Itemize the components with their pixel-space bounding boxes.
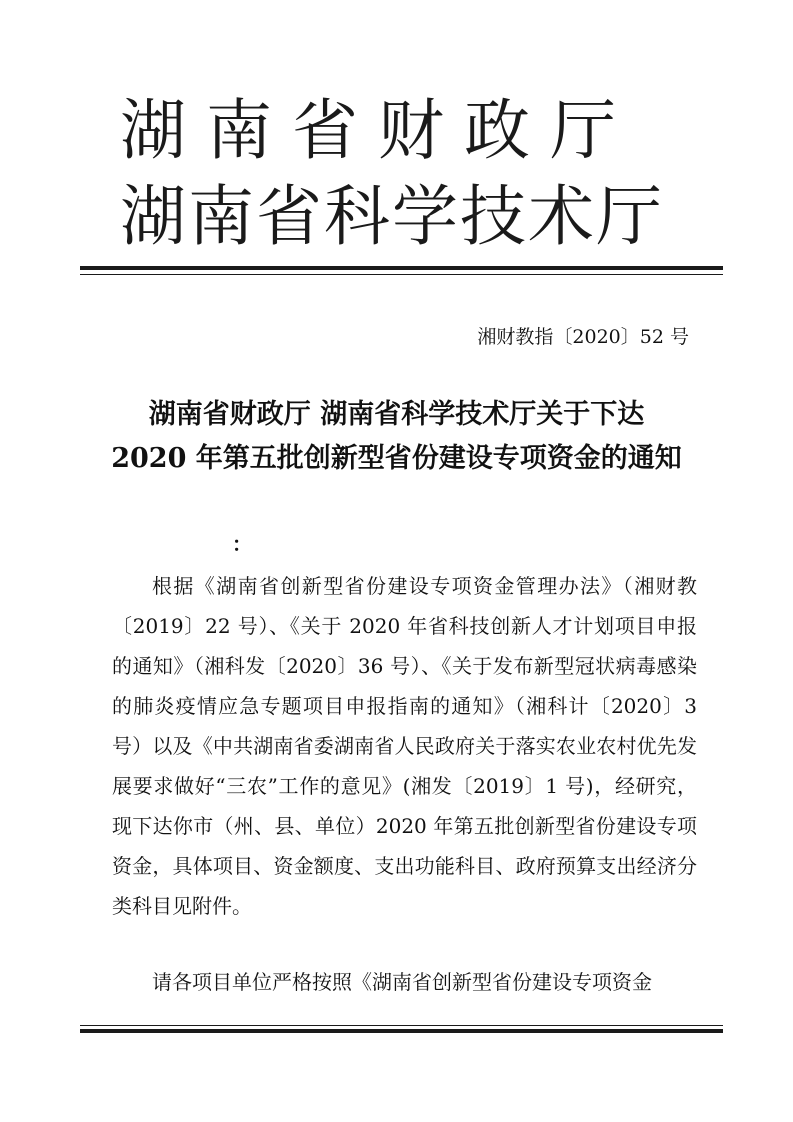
document-title-line-2: 2020 年第五批创新型省份建设专项资金的通知 (111, 443, 682, 474)
header-rule-thin (80, 274, 723, 275)
header-rule-thick (80, 266, 723, 270)
footer-rule-thin (80, 1025, 723, 1026)
body-paragraph-1: 根据《湖南省创新型省份建设专项资金管理办法》（湘财教〔2019〕22 号）、《关于 2020 年省科技创新人才计划项目申报的通知》（湘科发〔2020〕36 号）、《关于发布新型冠状病毒感染的肺炎疫情应急专题项目申报指南的通知》（湘科计〔2020〕3 号）以及《中共湖南省委湖南省人民政府关于落实农业农村优先发展要求做好“三农”工作的意见》(湘发〔2019〕1 号)，经研究，现下达你市（州、县、单位）2020 年第五批创新型省份建设专项资金，具体项目、资金额度、支出功能科目、政府预算支出经济分类科目见附件。 (112, 574, 697, 918)
document-title-line-1: 湖南省财政厅 湖南省科学技术厅关于下达 (148, 399, 645, 430)
document-number: 湘财教指〔2020〕52 号 (477, 326, 689, 348)
recipient-line: ： (232, 532, 252, 556)
issuing-agency-finance: 湖南省财政厅 (120, 92, 636, 169)
issuing-agency-science: 湖南省科学技术厅 (120, 178, 664, 255)
body-paragraph-2: 请各项目单位严格按照《湖南省创新型省份建设专项资金 (152, 970, 652, 994)
footer-rule-thick (80, 1029, 723, 1033)
